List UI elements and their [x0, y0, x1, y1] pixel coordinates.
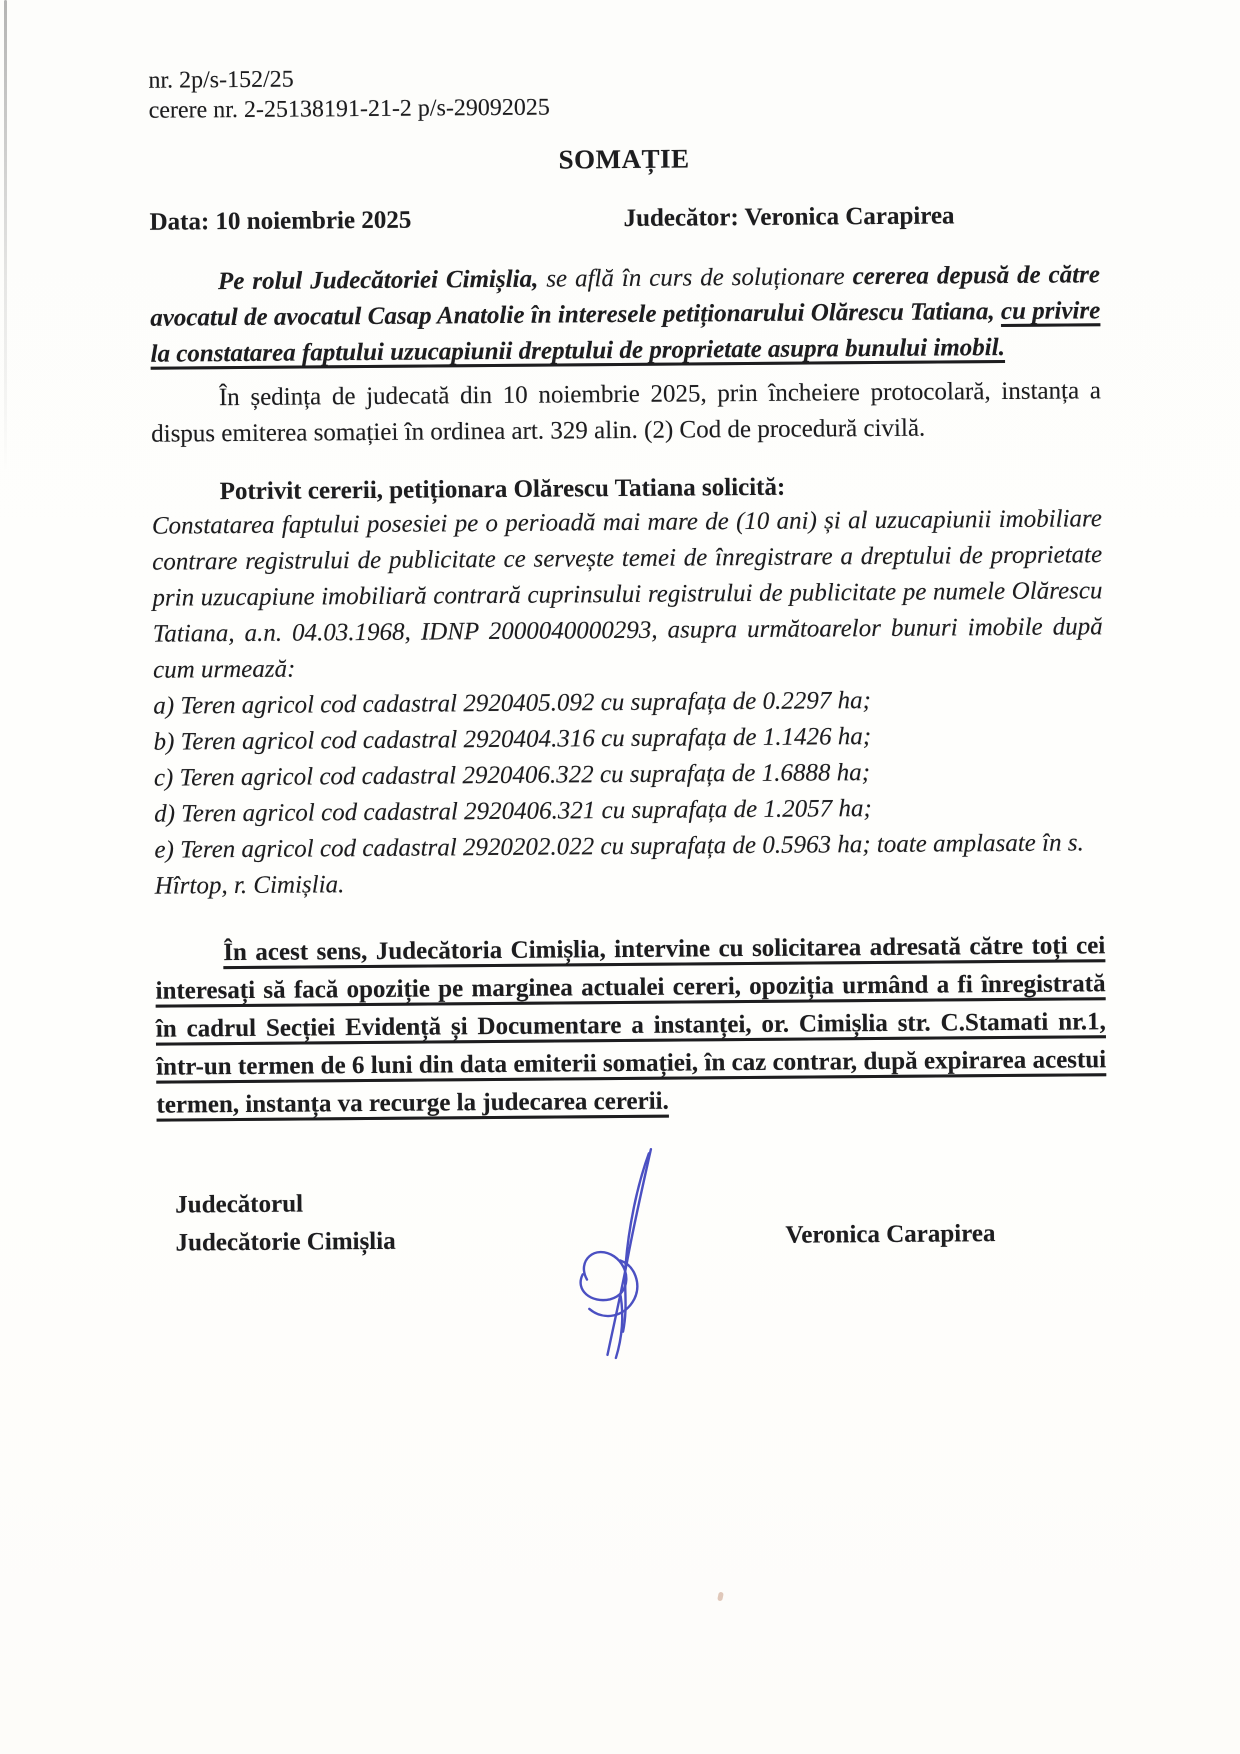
judge-signature-ink	[557, 1140, 699, 1361]
judge-name-line: Judecător: Veronica Carapirea	[623, 202, 955, 232]
request-description: Constatarea faptului posesiei pe o perioadă mai mare de (10 ani) și al uzucapiunii imobiliare contrare registrului de publicitate ce servește temei de înregistrare a dreptului de proprietate prin uzucapiune imobiliară contrară cuprinsului registrului de publicitate pe numele Olărescu Tatiana, a.n. 04.03.1968, IDNP 2000040000293, asupra următoarelor bunuri imobile după cum urmează:	[151, 505, 1103, 684]
document-title: SOMAȚIE	[558, 143, 690, 175]
scan-speck-artifact	[717, 1592, 724, 1602]
intro-court-segment: Pe rolul Judecătoriei Cimișlia,	[217, 265, 539, 296]
case-header	[148, 58, 1098, 125]
land-parcel-item: c) Teren agricol cod cadastral 2920406.322 cu suprafața de 1.6888 ha;	[153, 759, 871, 792]
judge-role-title: Judecătorul	[175, 1190, 304, 1219]
intro-paragraph	[150, 257, 1101, 372]
land-parcel-item: d) Teren agricol cod cadastral 2920406.321 cu suprafața de 1.2057 ha;	[154, 795, 872, 828]
judge-signature-name: Veronica Carapirea	[785, 1220, 996, 1249]
intro-object-segment: cu privire la constatarea faptului uzucapiunii dreptului de proprietate asupra bunului imobil.	[150, 297, 1101, 368]
land-parcel-list	[153, 681, 1105, 904]
hearing-paragraph: În ședința de judecată din 10 noiembrie 2025, prin încheiere protocolară, instanța a dispus emiterea somației în ordinea art. 329 alin. (2) Cod de procedură civilă.	[151, 377, 1101, 448]
judge-role-lines	[175, 1185, 396, 1263]
opposition-notice-paragraph: În acest sens, Judecătoria Cimișlia, intervine cu solicitarea adresată către toți cei interesați să facă opoziție pe marginea actualei cereri, opoziția urmând a fi înregistrată în cadrul Secției Evidență și Documentare a instanței, or. Cimișlia str. C.Stamati nr.1, într-un termen de 6 luni din data emiterii somației, în caz contrar, după expirarea acestui termen, instanța va recurge la judecarea cererii.	[155, 932, 1107, 1119]
signature-strokes	[580, 1149, 653, 1358]
intro-request-segment: cererea depusă de către avocatul de avocatul Casap Anatolie în interesele petiționarului Olărescu Tatiana,	[150, 261, 1101, 332]
request-number: cerere nr. 2-25138191-21-2 p/s-29092025	[148, 94, 550, 124]
document-date: Data: 10 noiembrie 2025	[149, 206, 412, 236]
land-parcel-item: e) Teren agricol cod cadastral 2920202.022 cu suprafața de 0.5963 ha; toate amplasate în s. Hîrtop, r. Cimișlia.	[154, 829, 1084, 900]
case-number: nr. 2p/s-152/25	[148, 66, 294, 94]
land-parcel-item: b) Teren agricol cod cadastral 2920404.316 cu suprafața de 1.1426 ha;	[153, 723, 872, 756]
judge-court-name: Judecătorie Cimișlia	[175, 1227, 396, 1257]
land-parcel-item: a) Teren agricol cod cadastral 2920405.092 cu suprafața de 0.2297 ha;	[153, 687, 871, 720]
intro-plain-segment: se află în curs de soluționare	[546, 263, 845, 293]
request-heading: Potrivit cererii, petiționara Olărescu Tatiana solicită:	[219, 473, 786, 506]
meta-row	[149, 201, 1099, 236]
signature-block	[157, 1179, 1109, 1406]
